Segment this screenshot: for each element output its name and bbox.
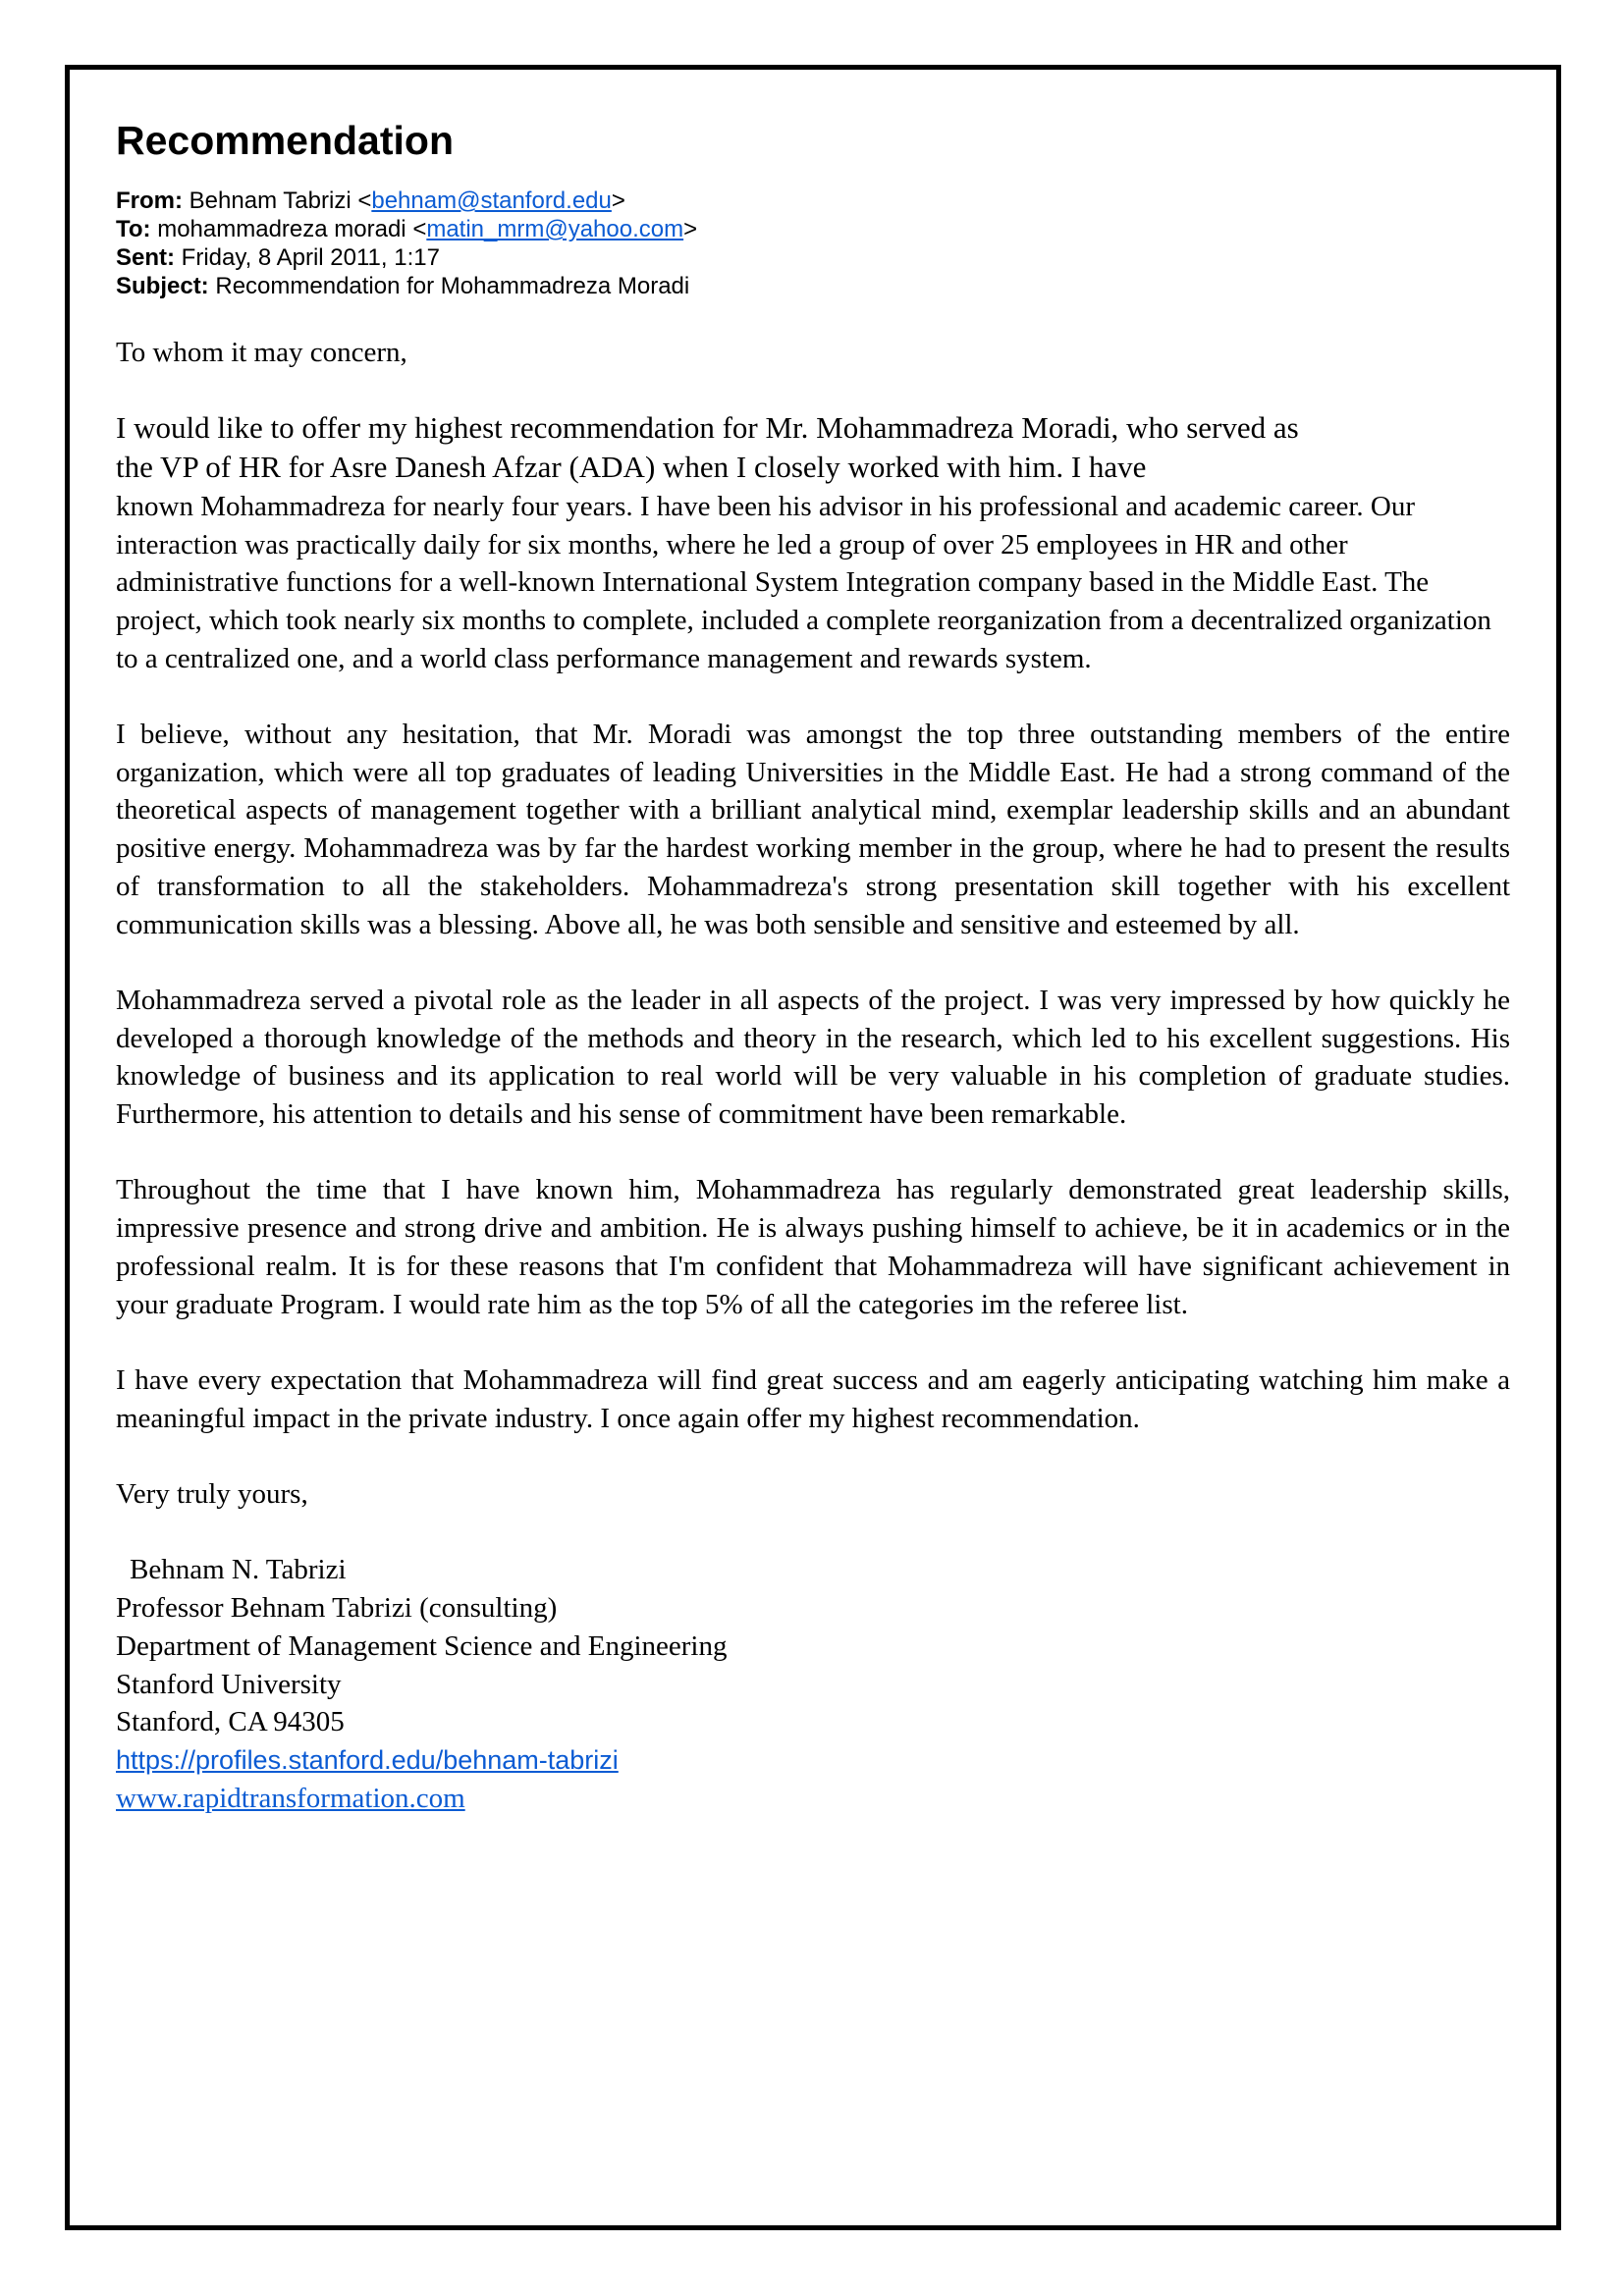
to-row bbox=[116, 215, 1510, 243]
sent-value: Friday, 8 April 2011, 1:17 bbox=[181, 244, 440, 271]
signature-title: Professor Behnam Tabrizi (consulting) bbox=[116, 1592, 558, 1625]
document-title: Recommendation bbox=[116, 118, 454, 163]
from-label: From: bbox=[116, 187, 183, 214]
profile-link[interactable]: https://profiles.stanford.edu/behnam-tabrizi bbox=[116, 1744, 619, 1775]
letter-body bbox=[116, 334, 1510, 1817]
from-email-wrapper: <behnam@stanford.edu> bbox=[357, 187, 625, 214]
paragraph-1-rest: known Mohammadreza for nearly four years. I have been his advisor in his professional and academic career. Our interaction was practically daily for six months, where he led a group of over 25 employees in HR and other administrative functions for a well-known International System Integration company based in the Middle East. The project, which took nearly six months to complete, included a complete reorganization from a decentralized organization to a centralized one, and a world class performance management and rewards system. bbox=[116, 490, 1491, 674]
from-name: Behnam Tabrizi bbox=[189, 187, 352, 214]
sent-row bbox=[116, 243, 1510, 272]
to-name: mohammadreza moradi bbox=[157, 216, 406, 242]
salutation: To whom it may concern, bbox=[116, 337, 407, 368]
paragraph-1-line-2: the VP of HR for Asre Danesh Afzar (ADA) when I closely worked with him. I have bbox=[116, 450, 1147, 485]
letter-content bbox=[116, 116, 1510, 1817]
sent-label: Sent: bbox=[116, 244, 175, 271]
signature-university: Stanford University bbox=[116, 1668, 342, 1700]
subject-value: Recommendation for Mohammadreza Moradi bbox=[215, 273, 690, 299]
subject-label: Subject: bbox=[116, 273, 209, 299]
signature-address: Stanford, CA 94305 bbox=[116, 1706, 345, 1738]
paragraph-1-line-1: I would like to offer my highest recommendation for Mr. Mohammadreza Moradi, who served as bbox=[116, 410, 1299, 446]
to-label: To: bbox=[116, 216, 151, 242]
paragraph-5: I have every expectation that Mohammadreza will find great success and am eagerly anticipating watching him make a meaningful impact in the private industry. I once again offer my highest recommendation. bbox=[116, 1363, 1510, 1434]
signature-department: Department of Management Science and Engineering bbox=[116, 1629, 728, 1662]
paragraph-1 bbox=[116, 409, 1510, 677]
paragraph-3: Mohammadreza served a pivotal role as the leader in all aspects of the project. I was very impressed by how quickly he developed a thorough knowledge of the methods and theory in the research, which led to his excellent suggestions. His knowledge of business and its application to real world will be very valuable in his completion of graduate studies. Furthermore, his attention to details and his sense of commitment have been remarkable. bbox=[116, 984, 1510, 1131]
from-email-link[interactable]: behnam@stanford.edu bbox=[371, 187, 612, 214]
from-row bbox=[116, 187, 1510, 215]
paragraph-4: Throughout the time that I have known him, Mohammadreza has regularly demonstrated great leadership skills, impressive presence and strong drive and ambition. He is always pushing himself to achieve, be it in academics or in the professional realm. It is for these reasons that I'm confident that Mohammadreza will have significant achievement in your graduate Program. I would rate him as the top 5% of all the categories im the referee list. bbox=[116, 1174, 1510, 1320]
subject-row bbox=[116, 272, 1510, 300]
to-email-wrapper: <matin_mrm@yahoo.com> bbox=[412, 216, 698, 242]
signature-name: Behnam N. Tabrizi bbox=[130, 1554, 347, 1586]
email-header bbox=[116, 187, 1510, 300]
paragraph-2: I believe, without any hesitation, that Mr. Moradi was amongst the top three outstanding members of the entire organization, which were all top graduates of leading Universities in the Middle East. He had a strong command of the theoretical aspects of management together with a brilliant analytical mind, exemplar leadership skills and an abundant positive energy. Mohammadreza was by far the hardest working member in the group, where he had to present the results of transformation to all the stakeholders. Mohammadreza's strong presentation skill together with his excellent communication skills was a blessing. Above all, he was both sensible and sensitive and esteemed by all. bbox=[116, 719, 1510, 940]
closing: Very truly yours, bbox=[116, 1478, 308, 1510]
website-link[interactable]: www.rapidtransformation.com bbox=[116, 1782, 465, 1814]
signature-block bbox=[116, 1551, 1510, 1817]
to-email-link[interactable]: matin_mrm@yahoo.com bbox=[426, 216, 684, 242]
